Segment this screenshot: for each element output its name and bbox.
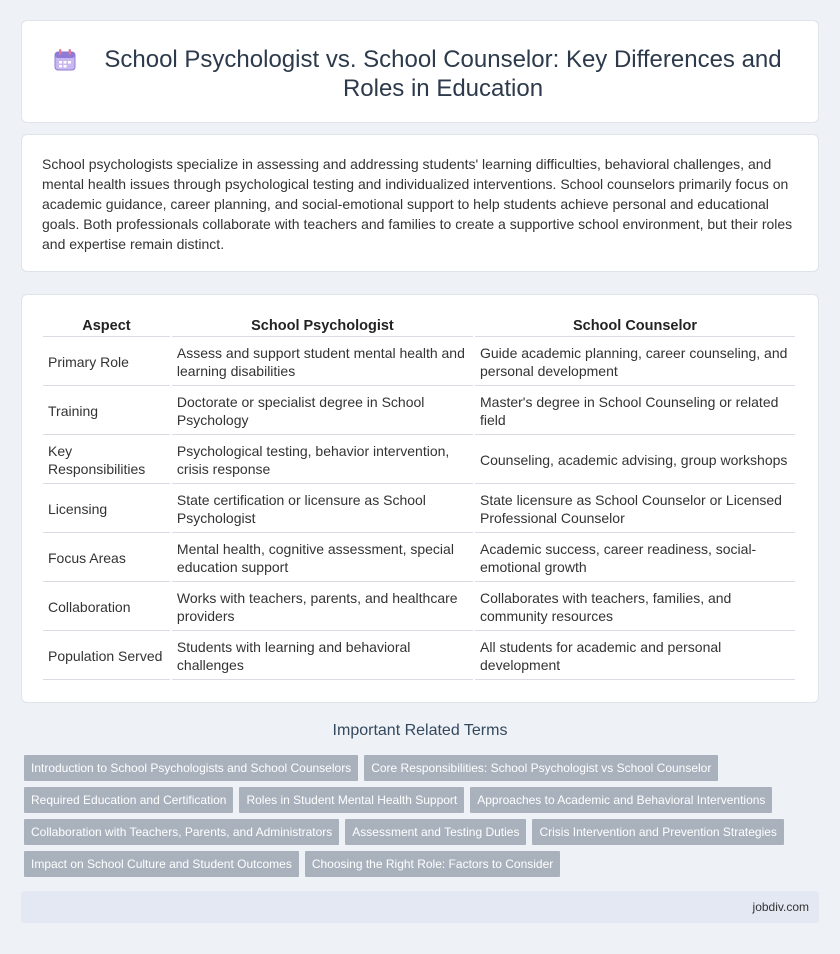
aspect-cell: Population Served [43,633,170,680]
aspect-cell: Licensing [43,486,170,533]
comparison-table-card [21,294,819,703]
related-term-tag[interactable]: Introduction to School Psychologists and School Counselors [24,755,358,781]
psychologist-cell: Doctorate or specialist degree in School Psychology [172,388,473,435]
psychologist-cell: Mental health, cognitive assessment, special education support [172,535,473,582]
aspect-cell: Primary Role [43,339,170,386]
footer [21,891,819,923]
psychologist-cell: Assess and support student mental health and learning disabilities [172,339,473,386]
related-term-tag[interactable]: Required Education and Certification [24,787,233,813]
calendar-icon [52,47,78,73]
psychologist-cell: State certification or licensure as School Psychologist [172,486,473,533]
related-term-tag[interactable]: Choosing the Right Role: Factors to Consider [305,851,560,877]
related-terms-heading: Important Related Terms [332,722,508,739]
counselor-cell: Counseling, academic advising, group workshops [475,437,795,484]
related-term-tag[interactable]: Approaches to Academic and Behavioral Interventions [470,787,772,813]
table-row [43,486,795,533]
table-row [43,388,795,435]
table-row [43,584,795,631]
counselor-cell: State licensure as School Counselor or Licensed Professional Counselor [475,486,795,533]
counselor-cell: All students for academic and personal development [475,633,795,680]
aspect-cell: Key Responsibilities [43,437,170,484]
psychologist-cell: Works with teachers, parents, and healthcare providers [172,584,473,631]
table-header-row [43,315,795,337]
table-row [43,437,795,484]
related-term-tag[interactable]: Crisis Intervention and Prevention Strategies [532,819,783,845]
header-card [21,20,819,123]
aspect-cell: Focus Areas [43,535,170,582]
table-row [43,633,795,680]
related-term-tag[interactable]: Core Responsibilities: School Psychologist vs School Counselor [364,755,718,781]
page-title: School Psychologist vs. School Counselor: Key Differences and Roles in Education [104,46,782,102]
aspect-cell: Training [43,388,170,435]
psychologist-cell: Psychological testing, behavior intervention, crisis response [172,437,473,484]
column-header-psychologist: School Psychologist [172,315,473,337]
footer-site-link[interactable]: jobdiv.com [752,900,809,914]
psychologist-cell: Students with learning and behavioral challenges [172,633,473,680]
counselor-cell: Guide academic planning, career counseling, and personal development [475,339,795,386]
comparison-table [41,313,797,682]
intro-card [21,134,819,272]
table-row [43,535,795,582]
related-term-tag[interactable]: Impact on School Culture and Student Outcomes [24,851,299,877]
column-header-aspect: Aspect [43,315,170,337]
intro-paragraph: School psychologists specialize in assessing and addressing students' learning difficulties, behavioral challenges, and mental health issues through psychological testing and individualized interventions. School counselors primarily focus on academic guidance, career planning, and social-emotional support to help students achieve personal and educational goals. Both professionals collaborate with teachers and families to create a supportive school environment, but their roles and expertise remain distinct. [42,156,793,252]
related-term-tag[interactable]: Collaboration with Teachers, Parents, and Administrators [24,819,339,845]
related-term-tag[interactable]: Assessment and Testing Duties [345,819,526,845]
aspect-cell: Collaboration [43,584,170,631]
counselor-cell: Collaborates with teachers, families, and community resources [475,584,795,631]
counselor-cell: Academic success, career readiness, social-emotional growth [475,535,795,582]
related-term-tag[interactable]: Roles in Student Mental Health Support [239,787,464,813]
table-row [43,339,795,386]
counselor-cell: Master's degree in School Counseling or related field [475,388,795,435]
related-terms-list [24,755,804,877]
column-header-counselor: School Counselor [475,315,795,337]
